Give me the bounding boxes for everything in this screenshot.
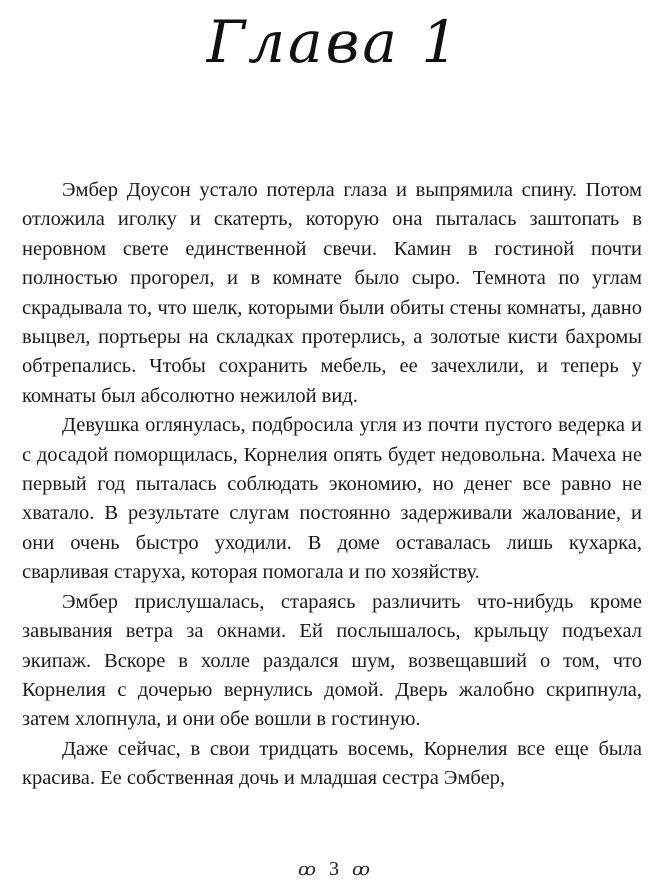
paragraph: Эмбер Доусон устало потерла глаза и выпрямила спину. Потом отложила иголку и скатерть, которую она пыталась заштопать в неровном свете единственной свечи. Камин в гостиной почти полностью прогорел, и в комнате было сыро. Темнота по углам скрадывала то, что шелк, которыми были обиты стены комнаты, давно выцвел, портьеры на складках протерлись, а золотые кисти бахромы обтрепались. Чтобы сохранить мебель, ее зачехлили, и теперь у комнаты был абсолютно нежилой вид.: [22, 179, 642, 407]
ornament-left-icon: ꝏ: [298, 859, 316, 880]
chapter-title: Глава 1: [206, 8, 462, 76]
chapter-body: [22, 176, 642, 794]
ornament-right-icon: ꝏ: [352, 859, 370, 880]
page-number: 3: [329, 858, 339, 881]
paragraph: Даже сейчас, в свои тридцать восемь, Корнелия все еще была красива. Ее собственная дочь и младшая сестра Эмбер,: [22, 737, 642, 790]
paragraph: Девушка оглянулась, подбросила угля из почти пустого ведерка и с досадой поморщилась, Корнелия опять будет недовольна. Мачеха не первый год пыталась соблюдать экономию, но денег все равно не хватало. В результате слугам постоянно задерживали жалование, и они очень быстро уходили. В доме оставалась лишь кухарка, сварливая старуха, которая помогала и по хозяйству.: [22, 414, 642, 584]
paragraph: Эмбер прислушалась, стараясь различить что-нибудь кроме завывания ветра за окнами. Ей послышалось, крыльцу подъехал экипаж. Вскоре в холле раздался шум, возвещавший о том, что Корнелия с дочерью вернулись домой. Дверь жалобно скрипнула, затем хлопнула, и они обе вошли в гостиную.: [22, 590, 642, 731]
page-footer: [0, 855, 668, 882]
